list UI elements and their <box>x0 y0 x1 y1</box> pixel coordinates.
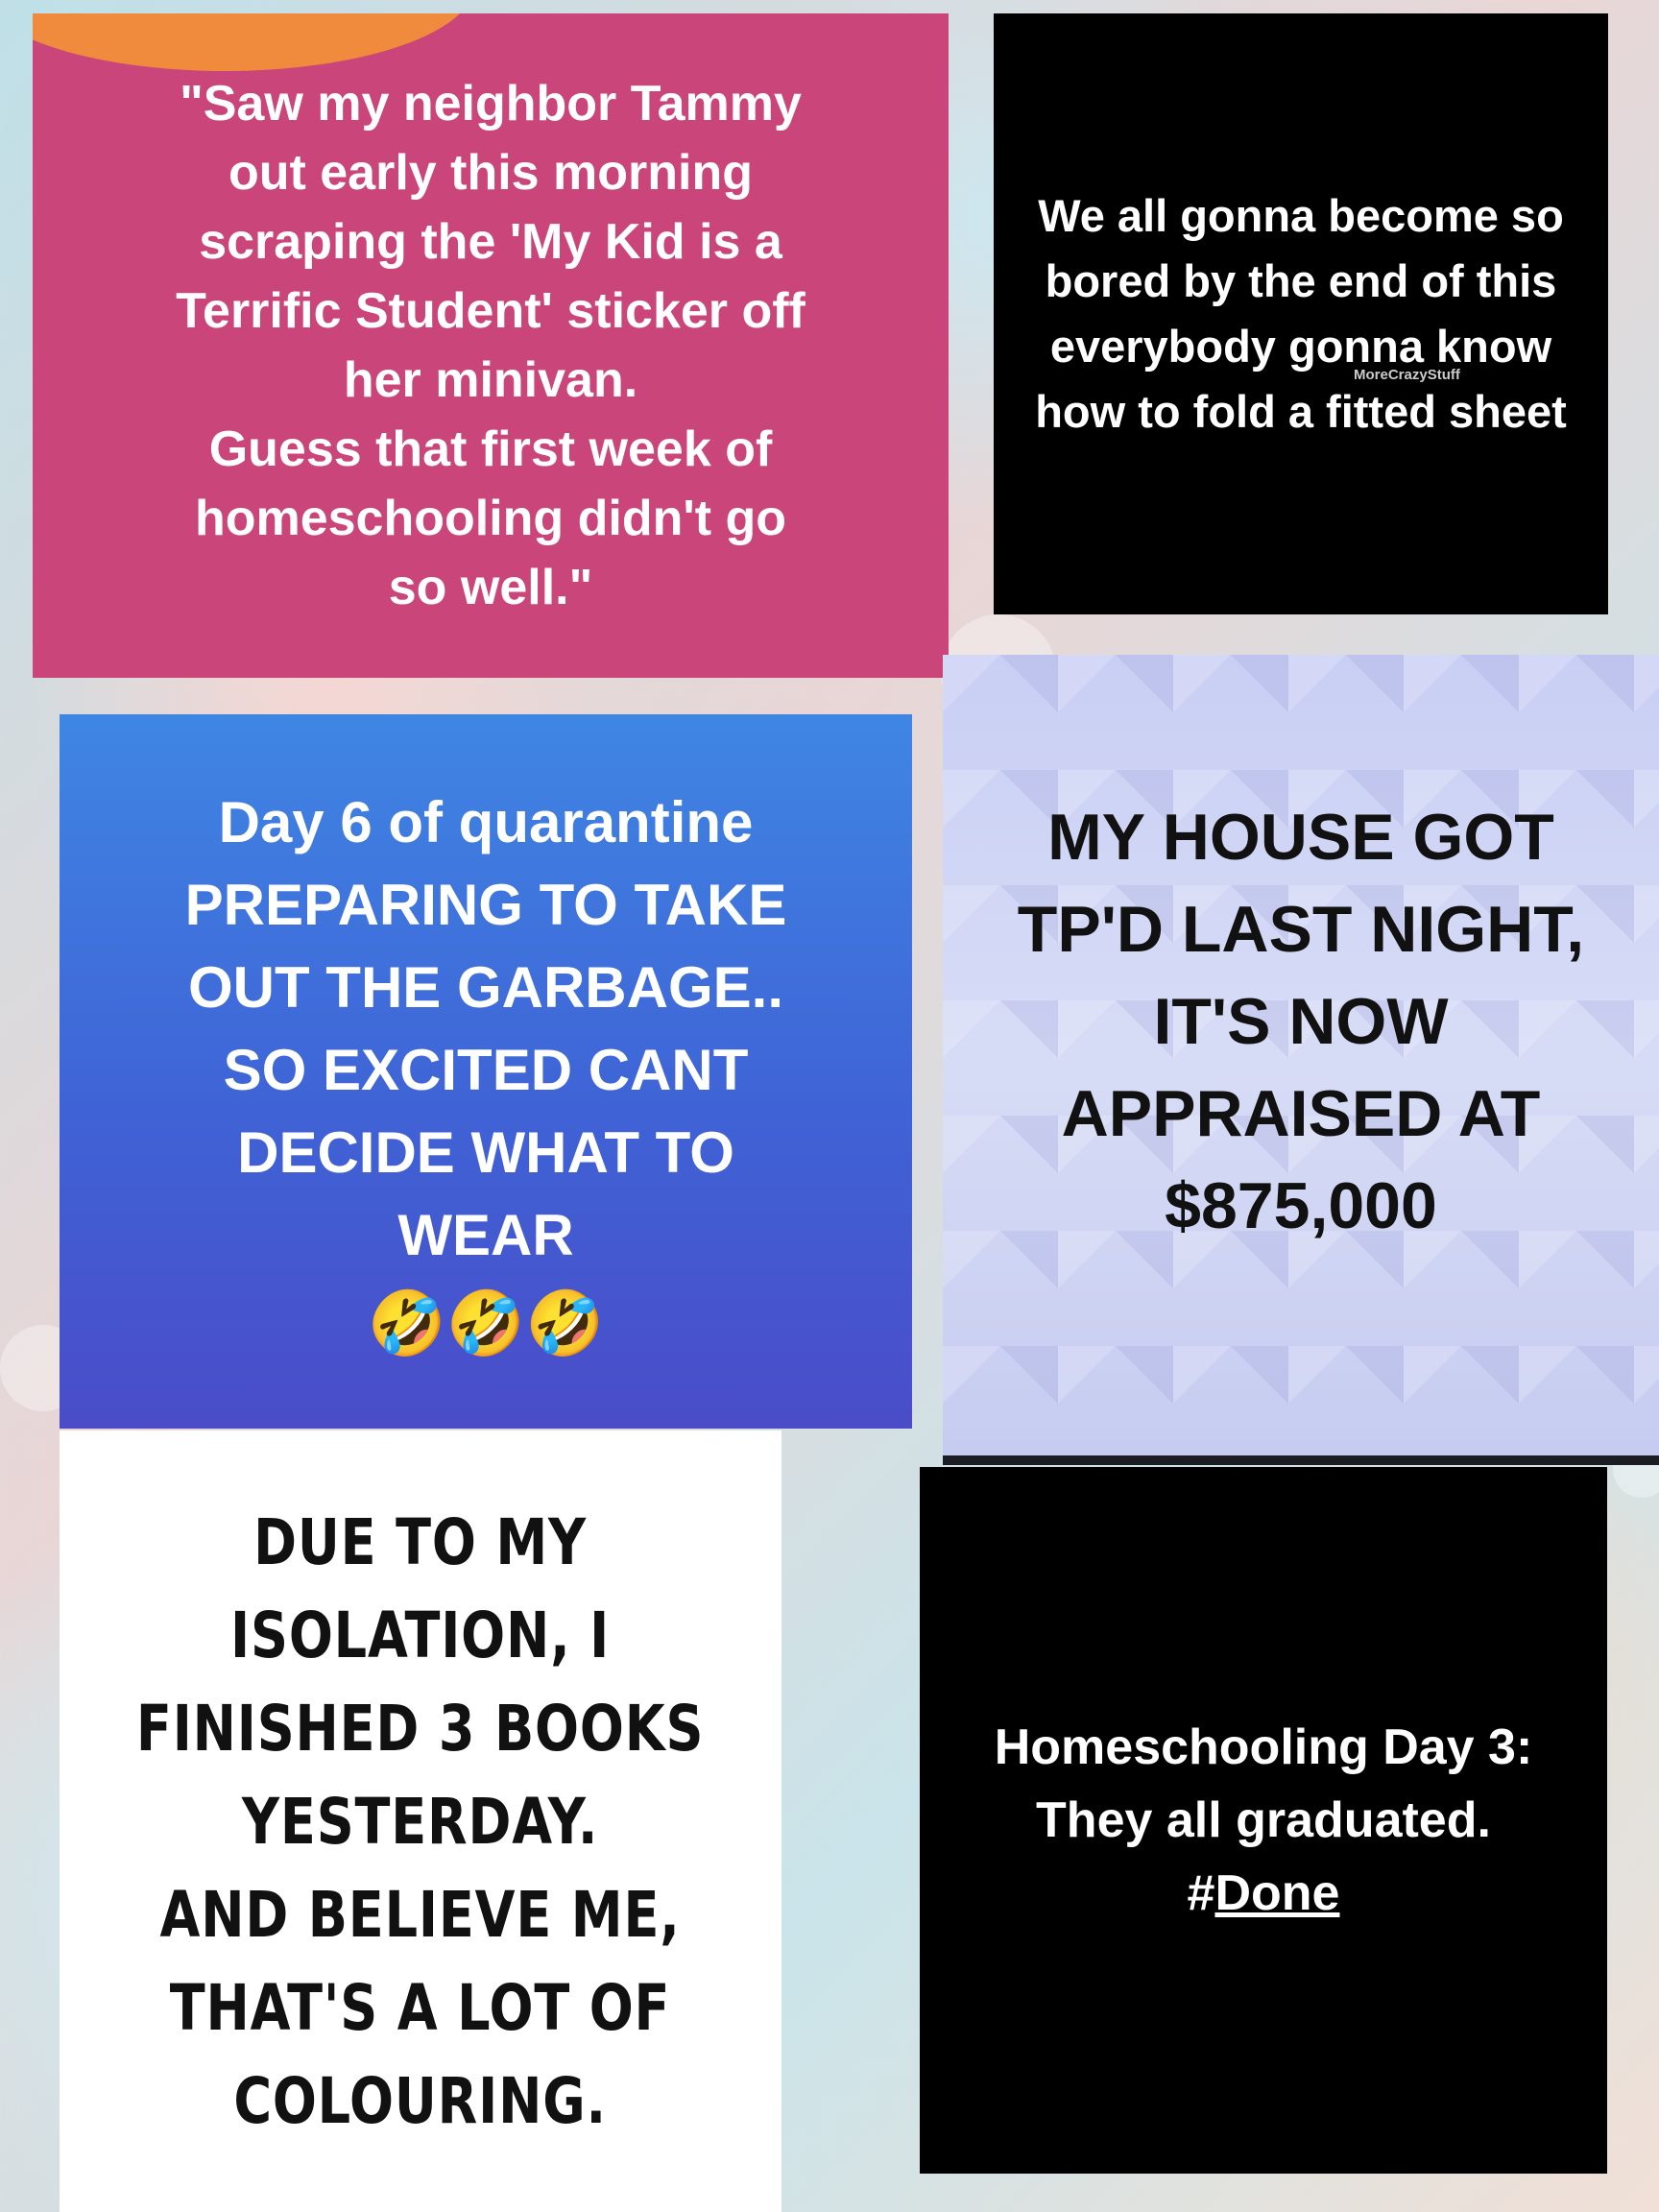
isolation-text: DUE TO MY ISOLATION, I FINISHED 3 BOOKS YESTERDAY. AND BELIEVE ME, THAT'S A LOT OF COLOURING. <box>136 1504 705 2138</box>
house-text: MY HOUSE GOT TP'D LAST NIGHT, IT'S NOW APPRAISED AT $875,000 <box>1017 801 1585 1242</box>
homeschool-text: Homeschooling Day 3: They all graduated. #Done <box>994 1719 1533 1921</box>
meme-card-isolation <box>60 1431 781 2212</box>
laughing-emoji-icon: 🤣🤣🤣 <box>367 1287 605 1358</box>
meme-card-bored <box>994 13 1608 614</box>
hashtag-done: #Done <box>1187 1865 1340 1921</box>
quarantine-text: Day 6 of quarantine PREPARING TO TAKE OUT THE GARBAGE.. SO EXCITED CANT DECIDE WHAT TO WEAR <box>184 790 787 1267</box>
watermark: MoreCrazyStuff <box>1354 367 1460 383</box>
meme-card-house <box>943 655 1659 1465</box>
meme-card-neighbor <box>33 13 949 678</box>
bored-text: We all gonna become so bored by the end of this everybody gonna know how to fold a fitted sheet <box>1035 190 1567 437</box>
meme-card-homeschool <box>920 1467 1607 2174</box>
neighbor-text: "Saw my neighbor Tammy out early this morning scraping the 'My Kid is a Terrific Student' sticker off her minivan. Guess that first week of homeschooling didn't go so well." <box>176 76 805 615</box>
meme-card-quarantine <box>60 714 912 1429</box>
orange-swoosh-decoration <box>33 13 474 71</box>
